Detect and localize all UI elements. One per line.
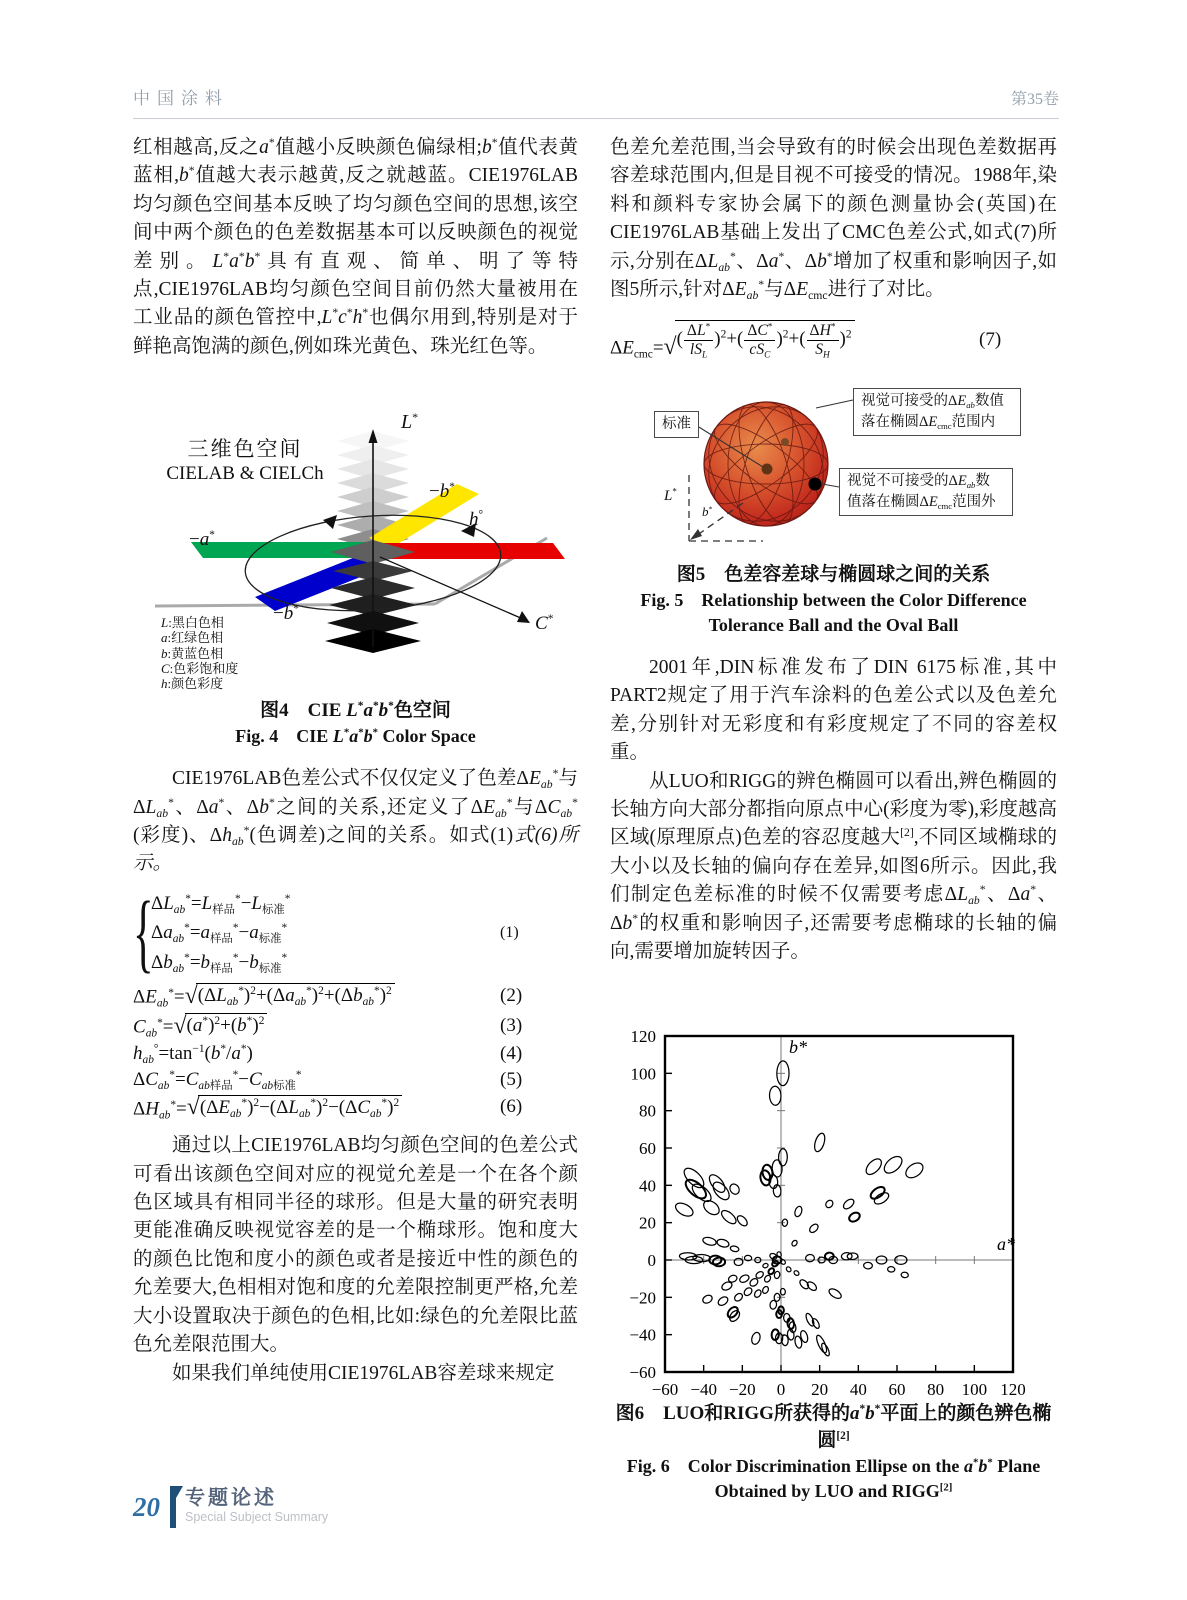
- left-column: [133, 128, 578, 1388]
- callout-acceptable: [853, 388, 1021, 436]
- equation-body: $\Delta E_{cmc}=$ √ ( $\frac{\Delta L^*}{lS_L}$ )$^2$+( $\frac{\Delta C^*}{cS_C}$ )$^2$+( $\frac{\Delta H^*}{S_H}$ )$^2$: [610, 320, 979, 360]
- paragraph: CIE1976LAB色差公式不仅仅定义了色差$\Delta E_{ab}^*$与$\Delta L_{ab}^*$、Δa*、Δb*之间的关系,还定义了$\Delta E_{ab}^*$与$\Delta C_{ab}^*$(彩度)、$\Delta h_{ab}^*$(色调差)之间的关系。如式(1)式(6)所示。: [133, 767, 578, 875]
- discrimination-ellipse: [717, 1295, 730, 1307]
- ylabel: b*: [789, 1037, 807, 1058]
- discrimination-ellipse: [798, 1279, 810, 1291]
- inner-dot-acceptable: [781, 438, 789, 446]
- equation-line: $\Delta b_{ab}^*=b_{样品}^*-b_{标准}^*$: [151, 951, 288, 975]
- y-tick-label: 120: [630, 1027, 656, 1047]
- equation-body: $\Delta C_{ab}^*=C_{ab样品}^*-C_{ab标准}^*$: [133, 1068, 302, 1092]
- x-tick-label: 40: [849, 1380, 867, 1399]
- equation-body: $\Delta H_{ab}^*=$ √ $(\Delta E_{ab}^*)^2-(\Delta L_{ab}^*)^2-(\Delta C_{ab}^*)^2$: [133, 1095, 500, 1121]
- axis-label-h: h°: [469, 509, 484, 531]
- x-tick-label: 80: [927, 1380, 945, 1399]
- xlabel: a*: [997, 1234, 1015, 1255]
- equation-6: [133, 1095, 578, 1121]
- legend-item: C:色彩饱和度: [161, 660, 239, 676]
- equation-block: [133, 883, 578, 1122]
- discrimination-ellipse: [733, 1292, 744, 1303]
- y-tick-label: 80: [639, 1102, 656, 1122]
- callout-line: 值落在椭圆$\Delta E_{cmc}$范围外: [847, 493, 996, 511]
- axis-arrowhead: [690, 529, 702, 540]
- discrimination-ellipse: [762, 1286, 770, 1295]
- axis-label-minus-b-top: −b*: [429, 481, 455, 503]
- discrimination-ellipse: [710, 1180, 732, 1203]
- discrimination-ellipse: [794, 1206, 804, 1218]
- equation-3: [133, 1013, 578, 1039]
- discrimination-ellipse: [728, 1183, 741, 1197]
- figure4-caption-en: Fig. 4 CIE L*a*b* Color Space: [235, 726, 476, 747]
- journal-title: 中国涂料: [133, 89, 229, 108]
- axis-label-minus-b-bottom: −b*: [273, 603, 299, 625]
- figure4-title-en: CIELAB & CIELCh: [166, 463, 324, 485]
- discrimination-ellipse: [848, 1211, 862, 1224]
- figure4-lab-color-space: [133, 391, 578, 691]
- equation-body: $C_{ab}^*=$ √ $(a^*)^2+(b^*)^2$: [133, 1013, 500, 1039]
- paragraph: 色差允差范围,当会导致有的时候会出现色差数据再容差球范围内,但是目视不可接受的情况。1988年,染料和颜料专家协会属下的颜色测量协会(英国)在CIE1976LAB基础上发出了CMC色差公式,如式(7)所示,分别在$\Delta L_{ab}^*$、Δa*、Δb*增加了权重和影响因子,如图5所示,针对$\Delta E_{ab}^*$与$\Delta E_{cmc}$进行了对比。: [610, 137, 1057, 303]
- callout-line: 视觉不可接受的$\Delta E_{ab}$数: [847, 472, 990, 490]
- legend-item: L:黑白色相: [161, 615, 224, 631]
- discrimination-ellipse: [863, 1262, 872, 1269]
- y-tick-label: 40: [639, 1176, 656, 1196]
- figure5-caption: [610, 561, 1057, 638]
- discrimination-ellipse: [734, 1259, 743, 1267]
- figure6-caption: [610, 1400, 1057, 1504]
- discrimination-ellipse: [763, 1275, 771, 1284]
- footer-section: [185, 1486, 328, 1524]
- brace: {: [133, 883, 154, 982]
- figure5-tolerance-ball: [610, 378, 1057, 553]
- figure5-caption-en: Tolerance Ball and the Oval Ball: [708, 614, 959, 635]
- figure4-caption: [133, 697, 578, 749]
- equation-number: (4): [500, 1042, 523, 1064]
- equation-line: $\Delta a_{ab}^*=a_{样品}^*-a_{标准}^*$: [151, 922, 288, 946]
- equation-number: (3): [500, 1014, 523, 1036]
- discrimination-ellipse: [743, 1287, 754, 1298]
- discrimination-ellipse: [793, 1270, 800, 1277]
- discrimination-ellipse: [735, 1214, 749, 1228]
- y-tick-label: 60: [639, 1139, 656, 1159]
- axis-label-L: L*: [664, 486, 677, 504]
- discrimination-ellipse: [887, 1267, 895, 1273]
- discrimination-ellipse: [706, 1172, 727, 1195]
- equation-7: [610, 320, 1057, 360]
- discrimination-ellipse: [750, 1332, 761, 1346]
- x-tick-label: 60: [888, 1380, 906, 1399]
- y-tick-label: −60: [629, 1363, 656, 1383]
- equation-number: (6): [500, 1096, 523, 1118]
- equation-4: [133, 1043, 578, 1065]
- figure4-inner-title: [145, 433, 345, 485]
- footer-divider-bar: [170, 1486, 176, 1528]
- page-number: 20: [133, 1492, 160, 1522]
- x-tick-label: 120: [1000, 1380, 1026, 1399]
- figure6-caption-en: Fig. 6 Color Discrimination Ellipse on the a*b* Plane: [626, 1456, 1041, 1477]
- discrimination-ellipse: [805, 1255, 814, 1263]
- discrimination-ellipse: [808, 1223, 820, 1235]
- page-footer: [133, 1486, 328, 1528]
- discrimination-ellipse: [753, 1289, 762, 1299]
- discrimination-ellipse: [811, 1318, 821, 1330]
- discrimination-ellipse: [901, 1272, 909, 1278]
- discrimination-ellipse: [842, 1198, 856, 1211]
- y-tick-label: 0: [647, 1251, 656, 1271]
- discrimination-ellipse: [755, 1271, 765, 1280]
- volume-label: 第35卷: [1010, 91, 1059, 108]
- discrimination-ellipse: [785, 1266, 792, 1273]
- standard-label-box: 标准: [654, 411, 699, 438]
- discrimination-ellipse: [827, 1287, 842, 1300]
- equation-2: [133, 983, 578, 1009]
- equation-number: (1): [500, 924, 519, 942]
- y-tick-label: 100: [630, 1064, 656, 1084]
- right-column: [610, 128, 1057, 1504]
- equation-number: (2): [500, 985, 523, 1007]
- figure6-caption-cn: 图6 LUO和RIGG所获得的a*b*平面上的颜色辨色椭圆[2]: [615, 1403, 1052, 1452]
- discrimination-ellipse: [813, 1132, 827, 1153]
- discrimination-ellipse: [881, 1154, 905, 1177]
- figure5-caption-en: Fig. 5 Relationship between the Color Difference: [640, 589, 1027, 610]
- equation-body: $h_{ab}^\circ=\tan^{-1}(b^*/a^*)$: [133, 1042, 253, 1066]
- x-tick-label: 0: [776, 1380, 786, 1399]
- figure4-title-cn: 三维色空间: [187, 437, 303, 462]
- y-tick-label: −40: [629, 1326, 656, 1346]
- discrimination-ellipse: [778, 1149, 787, 1166]
- discrimination-ellipse: [762, 1263, 768, 1269]
- discrimination-ellipse: [716, 1238, 730, 1248]
- axis-label-minus-a: −a*: [189, 529, 215, 551]
- callout-line: 落在椭圆$\Delta E_{cmc}$范围内: [861, 413, 996, 431]
- discrimination-ellipse: [787, 1318, 795, 1329]
- y-tick-label: 20: [639, 1214, 656, 1234]
- callout-line: 视觉可接受的$\Delta E_{ab}$数值: [861, 392, 1004, 410]
- discrimination-ellipse: [791, 1240, 798, 1248]
- footer-section-cn: 专题论述: [185, 1487, 277, 1509]
- edge-dot-unacceptable: [809, 477, 822, 490]
- x-tick-label: −60: [651, 1380, 679, 1399]
- discrimination-ellipse: [806, 1281, 818, 1293]
- discrimination-ellipse: [769, 1086, 781, 1105]
- discrimination-ellipse: [719, 1209, 738, 1227]
- legend-item: h:颜色彩度: [161, 676, 224, 692]
- equation-5: [133, 1069, 578, 1091]
- discrimination-ellipse: [903, 1160, 926, 1181]
- discrimination-ellipse: [872, 1191, 890, 1207]
- figure4-legend: [161, 615, 238, 691]
- leader-line-callout1: [816, 400, 853, 408]
- figure4-caption-cn: 图4 CIE L*a*b*色空间: [260, 700, 451, 722]
- equation-body: $\Delta E_{ab}^*=$ √ $(\Delta L_{ab}^*)^2+(\Delta a_{ab}^*)^2+(\Delta b_{ab}^*)^2$: [133, 983, 500, 1009]
- figure6-caption-en: Obtained by LUO and RIGG[2]: [714, 1481, 953, 1502]
- page-header: [133, 84, 1059, 119]
- equation-1: [133, 883, 578, 982]
- equation-number: (7): [979, 329, 1002, 351]
- axis-label-L: L*: [401, 410, 419, 434]
- paragraph: 通过以上CIE1976LAB均匀颜色空间的色差公式可看出该颜色空间对应的视觉允差是一个在各个颜色区域具有相同半径的球形。但是大量的研究表明更能准确反映视觉容差的是一个椭球形。饱和度大的颜色比饱和度小的颜色或者是接近中性的颜色的允差要大,色相相对饱和度的允差限控制更严格,允差大小设置取决于颜色的色相,比如:绿色的允差限比蓝色允差限范围大。: [133, 1135, 578, 1356]
- discrimination-ellipse: [780, 1289, 785, 1296]
- plot-border: [665, 1036, 1013, 1372]
- footer-section-en: Special Subject Summary: [185, 1510, 329, 1524]
- center-dot-standard: [762, 463, 773, 474]
- axis-label-b: b*: [702, 503, 713, 519]
- figure5-caption-cn: 图5 色差容差球与椭圆球之间的关系: [676, 563, 991, 585]
- discrimination-ellipse: [702, 1236, 717, 1247]
- y-tick-label: −20: [629, 1288, 656, 1308]
- equation-number: (5): [500, 1068, 523, 1090]
- legend-item: a:红绿色相: [161, 630, 224, 646]
- discrimination-ellipse: [701, 1294, 713, 1305]
- x-tick-label: 20: [811, 1380, 829, 1399]
- equation-1-lines: [151, 889, 500, 978]
- paragraph: 如果我们单纯使用CIE1976LAB容差球来规定: [172, 1362, 555, 1384]
- callout-unacceptable: [839, 468, 1013, 516]
- discrimination-ellipse: [863, 1157, 884, 1178]
- discrimination-ellipse: [673, 1201, 695, 1219]
- discrimination-ellipse: [769, 1300, 777, 1310]
- axis-label-C: C*: [535, 613, 554, 635]
- paragraph: 从LUO和RIGG的辨色椭圆可以看出,辨色椭圆的长轴方向大部分都指向原点中心(彩度为零),彩度越高区域(原理原点)色差的容忍度越大[2],不同区域椭球的大小以及长轴的偏向存在差异,如图6所示。因此,我们制定色差标准的时候不仅需要考虑$\Delta L_{ab}^*$、Δa*、Δb*的权重和影响因子,还需要考虑椭球的长轴的偏向,需要增加旋转因子。: [610, 770, 1057, 962]
- legend-item: b:黄蓝色相: [161, 645, 224, 661]
- figure6-discrimination-ellipses: [610, 1006, 1057, 1398]
- paragraph: 2001年,DIN标准发布了DIN 6175标准,其中PART2规定了用于汽车涂料的色差公式以及色差允差,分别针对无彩度和有彩度规定了不同的容差权重。: [610, 656, 1057, 764]
- discrimination-ellipse: [738, 1274, 750, 1284]
- equation-line: $\Delta L_{ab}^*=L_{样品}^*-L_{标准}^*$: [151, 892, 291, 916]
- discrimination-ellipse: [713, 1258, 725, 1267]
- discrimination-ellipse: [683, 1177, 710, 1202]
- discrimination-ellipse: [824, 1199, 834, 1209]
- discrimination-ellipse: [730, 1246, 740, 1253]
- x-tick-label: 100: [961, 1380, 988, 1399]
- x-tick-label: −20: [729, 1380, 756, 1399]
- discrimination-ellipse: [799, 1330, 809, 1343]
- paragraph: 红相越高,反之a*值越小反映颜色偏绿相;b*值代表黄蓝相,b*值越大表示越黄,反之就越蓝。CIE1976LAB均匀颜色空间基本反映了均匀颜色空间的思想,该空间中两个颜色的色差数据基本可以反映颜色的视觉差别。L*a*b*具有直观、简单、明了等特点,CIE1976LAB均匀颜色空间目前仍然大量被用在工业品的颜色管控中,L*c*h*也偶尔用到,特别是对于鲜艳高饱满的颜色,例如珠光黄色、珠光红色等。: [133, 135, 578, 357]
- x-tick-label: −40: [690, 1380, 717, 1399]
- color-discrimination-chart: [610, 1006, 1057, 1398]
